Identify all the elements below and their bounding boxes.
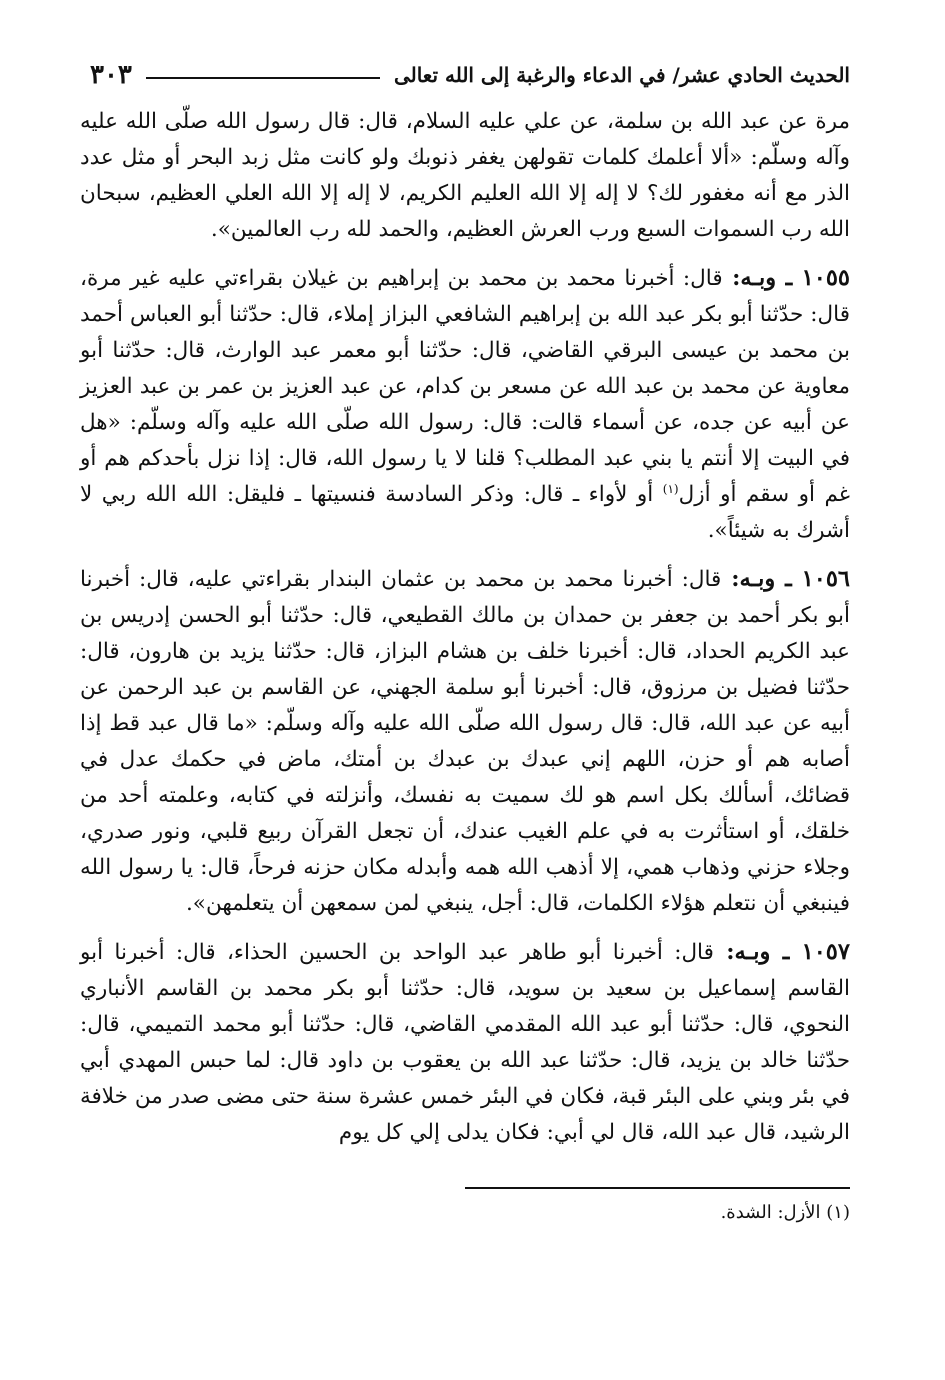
hadith-number: ١٠٥٥ ـ وبـه: [722,265,850,291]
body-text [80,104,850,1151]
paragraph-text: مرة عن عبد الله بن سلمة، عن علي عليه السلام، قال: قال رسول الله صلّى الله عليه وآله وسلّم: «ألا أعلمك كلمات تقولهن يغفر ذنوبك ولو كانت مثل زبد البحر أو مثل عدد الذر مع أنه مغفور لك؟ لا إله إلا الله العليم الكريم، لا إله إلا الله العلي العظيم، سبحان الله رب السموات السبع ورب العرش العظيم، والحمد لله رب العالمين». [80,109,850,242]
header-rule [146,77,380,79]
hadith-1056 [80,561,850,922]
footnote-separator [465,1187,850,1189]
paragraph-text: قال: أخبرنا أبو طاهر عبد الواحد بن الحسين الحذاء، قال: أخبرنا أبو القاسم إسماعيل بن سعيد بن سويد، قال: حدّثنا أبو بكر محمد بن القاسم الأنباري النحوي، قال: حدّثنا أبو عبد الله المقدمي القاضي، قال: حدّثنا أبو محمد التميمي، قال: حدّثنا خالد بن يزيد، قال: حدّثنا عبد الله بن يعقوب بن داود قال: لما حبس المهدي أبي في بئر وبني على البئر قبة، فكان في البئر خمس عشرة سنة حتى مضى صدر من خلافة الرشيد، قال عبد الله، قال لي أبي: فكان يدلى إلي كل يوم [80,940,850,1145]
hadith-number: ١٠٥٦ ـ وبـه: [721,566,851,592]
hadith-number: ١٠٥٧ ـ وبـه: [713,939,850,965]
paragraph-text-continued: أو لأواء ـ قال: وذكر السادسة فنسيتها ـ فليقل: الله الله ربي لا أشرك به شيئاً». [80,482,850,543]
footnote: (١) الأزل: الشدة. [720,1202,850,1223]
hadith-1055 [80,260,850,549]
hadith-1057 [80,934,850,1151]
paragraph-continuation [80,104,850,248]
page-number: ٣٠٣ [90,60,132,90]
footnote-reference[interactable]: (١) [662,481,679,496]
page-header [80,54,850,96]
running-title: الحديث الحادي عشر/ في الدعاء والرغبة إلى الله تعالى [393,63,850,87]
paragraph-text: قال: أخبرنا محمد بن محمد بن إبراهيم بن غيلان بقراءتي عليه غير مرة، قال: حدّثنا أبو بكر عبد الله بن إبراهيم الشافعي البزاز إملاء، قال: حدّثنا أبو العباس أحمد بن محمد بن عيسى البرقي القاضي، قال: حدّثنا أبو معمر عبد الوارث، قال: حدّثنا أبو معاوية عن محمد بن عبد الله عن مسعر بن كدام، عن عبد العزيز بن عمر بن عبد العزيز عن أبيه عن جده، عن أسماء قالت: قال: رسول الله صلّى الله عليه وآله وسلّم: «هل في البيت إلا أنتم يا بني عبد المطلب؟ قلنا لا يا رسول الله، قال: إذا نزل بأحدكم هم أو غم أو سقم أو أزل [80,266,851,507]
book-page [80,54,850,1227]
paragraph-text: قال: أخبرنا محمد بن محمد بن عثمان البندار بقراءتي عليه، قال: أخبرنا أبو بكر أحمد بن جعفر بن حمدان بن مالك القطيعي، قال: حدّثنا أبو الحسن إدريس بن عبد الكريم الحداد، قال: أخبرنا خلف بن هشام البزاز، قال: حدّثنا يزيد بن هارون، قال: حدّثنا فضيل بن مرزوق، قال: أخبرنا أبو سلمة الجهني، عن القاسم بن عبد الرحمن عن أبيه عن عبد الله، قال: قال رسول الله صلّى الله عليه وآله وسلّم: «ما قال عبد قط إذا أصابه هم أو حزن، اللهم إني عبدك بن عبدك بن أمتك، ماض في حكمك عدل في قضائك، أسألك بكل اسم هو لك سميت به نفسك، وأنزلته في كتابه، وعلمته أحد من خلقك، أو استأثرت به في علم الغيب عندك، أن تجعل القرآن ربيع قلبي، ونور صدري، وجلاء حزني وذهاب همي، إلا أذهب الله همه وأبدله مكان حزنه فرحاً، قال: يا رسول الله فينبغي أن نتعلم هؤلاء الكلمات، قال: أجل، ينبغي لمن سمعهن أن يتعلمهن». [80,567,850,916]
